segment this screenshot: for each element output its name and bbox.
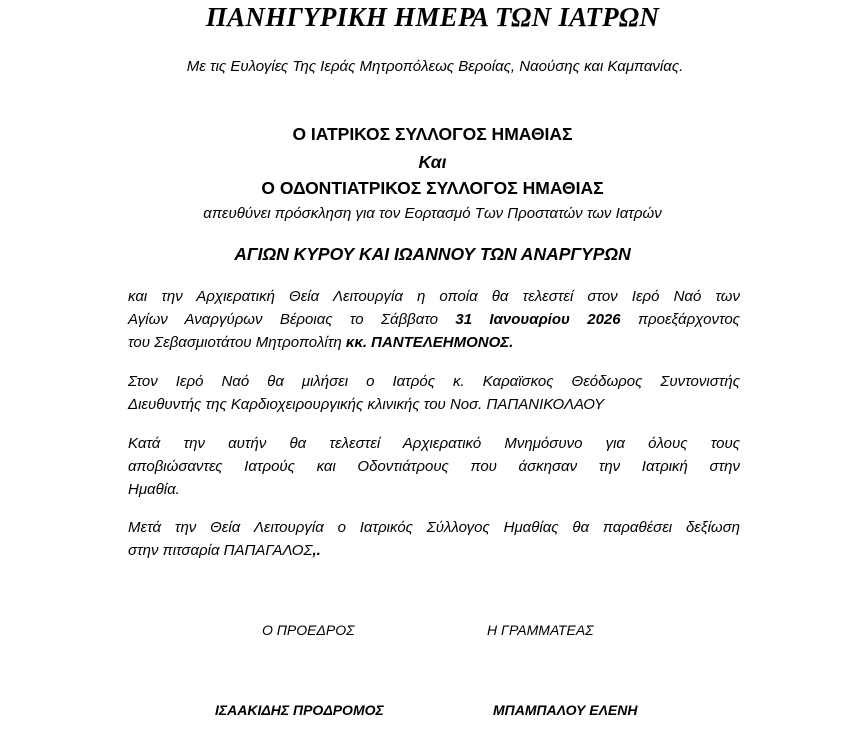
paragraph-line: και την Αρχιερατική Θεία Λειτουργία η οποία θα τελεστεί στον Ιερό Ναό των <box>128 288 740 305</box>
secretary-name: ΜΠΑΜΠΑΛΟΥ ΕΛΕΝΗ <box>493 702 638 718</box>
paragraph-line: Ημαθία. <box>128 481 180 498</box>
liturgy-paragraph <box>128 285 740 354</box>
paragraph-line: Αγίων Αναργύρων Βέροιας το Σάββατο 31 Ιανουαρίου 2026 προεξάρχοντος <box>128 311 740 328</box>
invitation-text: απευθύνει πρόσκληση για τον Εορτασμό Των Προστατών των Ιατρών <box>203 205 662 222</box>
secretary-role: Η ΓΡΑΜΜΑΤΕΑΣ <box>487 622 594 638</box>
conjunction-text: Και <box>418 152 447 172</box>
reception-paragraph <box>128 516 740 562</box>
saints-heading: ΑΓΙΩΝ ΚΥΡΟΥ ΚΑΙ ΙΩΑΝΝΟΥ ΤΩΝ ΑΝΑΡΓΥΡΩΝ <box>234 244 631 264</box>
memorial-paragraph <box>128 432 740 501</box>
paragraph-line: Στον Ιερό Ναό θα μιλήσει ο Ιατρός κ. Καραϊσκος Θεόδωρος Συντονιστής <box>128 373 740 390</box>
president-role: Ο ΠΡΟΕΔΡΟΣ <box>262 622 355 638</box>
document-title: ΠΑΝΗΓΥΡΙΚΗ ΗΜΕΡΑ ΤΩΝ ΙΑΤΡΩΝ <box>205 2 660 32</box>
medical-association-heading: Ο ΙΑΤΡΙΚΟΣ ΣΥΛΛΟΓΟΣ ΗΜΑΘΙΑΣ <box>292 124 573 144</box>
event-date: 31 Ιανουαρίου 2026 <box>455 311 621 328</box>
speaker-paragraph <box>128 370 740 416</box>
blessing-text: Με τις Ευλογίες Της Ιεράς Μητροπόλεως Βεροίας, Ναούσης και Καμπανίας. <box>186 58 684 75</box>
paragraph-line: Διευθυντής της Καρδιοχειρουργικής κλινικής του Νοσ. ΠΑΠΑΝΙΚΟΛΑΟΥ <box>128 396 605 413</box>
paragraph-line: του Σεβασμιοτάτου Μητροπολίτη κκ. ΠΑΝΤΕΛΕΗΜΟΝΟΣ. <box>128 334 514 351</box>
paragraph-line: αποβιώσαντες Ιατρούς και Οδοντιάτρους που άσκησαν την Ιατρική στην <box>128 458 740 475</box>
paragraph-line: στην πιτσαρία ΠΑΠΑΓΑΛΟΣ,. <box>128 542 321 559</box>
dental-association-heading: Ο ΟΔΟΝΤΙΑΤΡΙΚΟΣ ΣΥΛΛΟΓΟΣ ΗΜΑΘΙΑΣ <box>261 178 604 198</box>
president-name: ΙΣΑΑΚΙΔΗΣ ΠΡΟΔΡΟΜΟΣ <box>215 702 384 718</box>
paragraph-line: Μετά την Θεία Λειτουργία ο Ιατρικός Σύλλογος Ημαθίας θα παραθέσει δεξίωση <box>128 519 740 536</box>
paragraph-line: Κατά την αυτήν θα τελεστεί Αρχιερατικό Μνημόσυνο για όλους τους <box>128 435 740 452</box>
metropolitan-name: κκ. ΠΑΝΤΕΛΕΗΜΟΝΟΣ. <box>345 334 514 351</box>
